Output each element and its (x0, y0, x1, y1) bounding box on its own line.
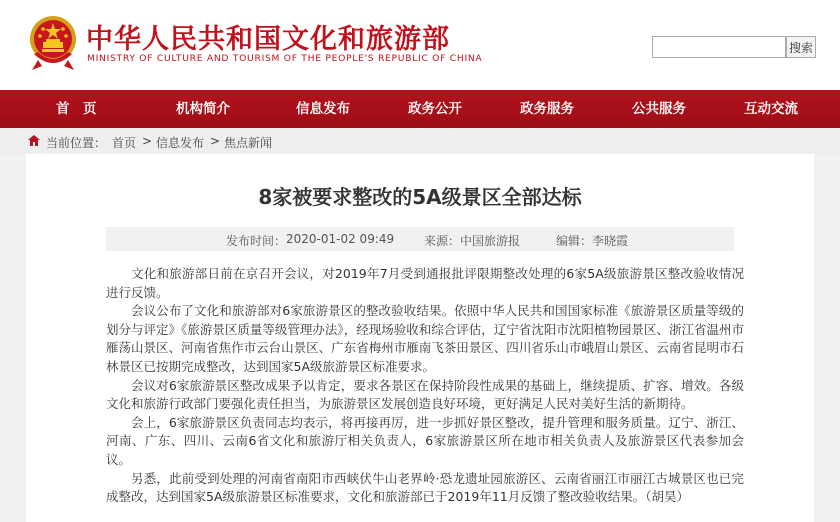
nav-item-about[interactable]: 机构简介 (176, 101, 230, 117)
source: 中国旅游报 (460, 234, 521, 248)
article-paragraph: 会议对6家旅游景区整改成果予以肯定，要求各景区在保持阶段性成果的基础上，继续提质、扩容、增效。各级文化和旅游行政部门要强化责任担当，为旅游景区发展创造良好环境，更好满足人民对美好生活的新期待。 (106, 377, 744, 412)
publish-time: 2020-01-02 09:49 (286, 232, 395, 246)
article-paragraph: 文化和旅游部日前在京召开会议，对2019年7月受到通报批评限期整改处理的6家5A级旅游景区整改验收情况进行反馈。 (106, 266, 744, 300)
breadcrumb (0, 128, 840, 154)
nav-item-home[interactable]: 首 页 (56, 101, 97, 117)
search-input[interactable] (652, 36, 786, 58)
breadcrumb-item-focus-news[interactable]: 焦点新闻 (224, 136, 273, 150)
nav-item-public-services[interactable]: 公共服务 (632, 101, 686, 117)
breadcrumb-label: 当前位置： (46, 136, 107, 150)
publish-time-label: 发布时间： (226, 234, 287, 248)
nav-item-news[interactable]: 信息发布 (296, 101, 350, 117)
article-paragraph: 会议公布了文化和旅游部对6家旅游景区的整改验收结果。依照中华人民共和国国家标准《旅游景区质量等级的划分与评定》《旅游景区质量等级管理办法》，经现场验收和综合评估，辽宁省沈阳市沈阳植物园景区、浙江省温州市雁荡山景区、河南省焦作市云台山景区、广东省梅州市雁南飞茶田景区、四川省乐山市峨眉山景区、云南省昆明市石林景区已按期完成整改，达到国家5A级旅游景区标准要求。 (106, 303, 744, 374)
breadcrumb-separator: > (142, 134, 153, 148)
editor-label: 编辑： (556, 234, 593, 248)
site-title-english: MINISTRY OF CULTURE AND TOURISM OF THE PEOPLE'S REPUBLIC OF CHINA (87, 53, 483, 64)
source-label: 来源： (424, 234, 461, 248)
home-icon (28, 135, 40, 146)
breadcrumb-item-home[interactable]: 首页 (112, 136, 137, 150)
article-paragraph: 另悉，此前受到处理的河南省南阳市西峡伏牛山老界岭·恐龙遗址园旅游区、云南省丽江市丽江古城景区也已完成整改，达到国家5A级旅游景区标准要求，文化和旅游部已于2019年11月反馈了整改验收结果。（胡昊） (106, 470, 744, 505)
nav-item-government-services[interactable]: 政务服务 (520, 101, 574, 117)
article-container (26, 154, 814, 522)
main-nav (0, 90, 840, 128)
site-title: 中华人民共和国文化和旅游部 (86, 24, 450, 55)
article-paragraph: 会上，6家旅游景区负责同志均表示，将再接再厉，进一步抓好景区整改，提升管理和服务质量。辽宁、浙江、河南、广东、四川、云南6省文化和旅游厅相关负责人，6家旅游景区所在地市相关负责人及旅游景区代表参加会议。 (106, 414, 744, 467)
breadcrumb-item-news[interactable]: 信息发布 (156, 136, 205, 150)
article-body (106, 265, 744, 507)
search-button[interactable]: 搜索 (786, 36, 816, 58)
article-meta (106, 227, 734, 251)
national-emblem-icon (28, 14, 78, 72)
breadcrumb-separator: > (210, 134, 221, 148)
nav-item-government-affairs[interactable]: 政务公开 (408, 101, 462, 117)
article-title: 8家被要求整改的5A级景区全部达标 (258, 185, 582, 209)
nav-item-interaction[interactable]: 互动交流 (744, 101, 798, 117)
editor: 李晓霞 (592, 234, 629, 248)
site-header (0, 0, 840, 90)
